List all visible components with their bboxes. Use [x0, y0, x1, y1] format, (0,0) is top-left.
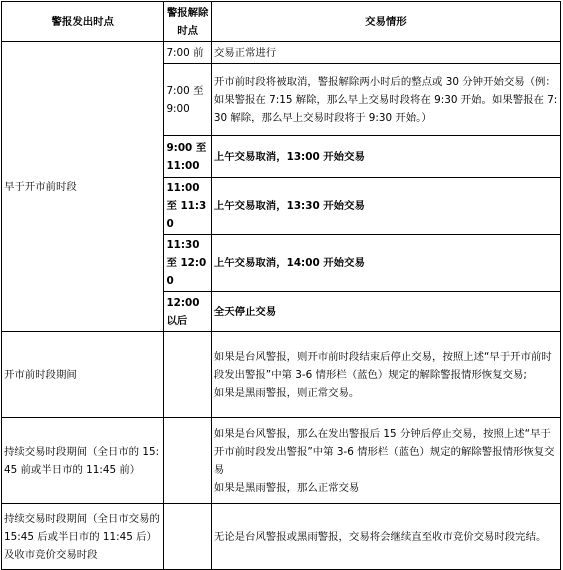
- situation-cell: [211, 332, 560, 418]
- situation-cell: 上午交易取消，13:00 开始交易: [211, 136, 560, 178]
- group-label-continuous-trading-before: 持续交易时段期间（全日市的 15:45 前或半日市的 11:45 前）: [2, 418, 164, 504]
- header-row: [2, 2, 561, 42]
- header-trading-situation: 交易情形: [211, 2, 560, 42]
- group-label-continuous-trading-after: 持续交易时段期间（全日市交易的 15:45 后或半日市的 11:45 后）及收市竞价交易时段: [2, 504, 164, 570]
- lowered-time-cell: 11:30 至 12:00: [164, 235, 211, 292]
- group-label-before-pre-open: 早于开市前时段: [2, 42, 164, 332]
- header-signal-issued-time: 警报发出时点: [2, 2, 164, 42]
- typhoon-trading-rules-table: [1, 1, 561, 570]
- table-row: [2, 504, 561, 570]
- situation-cell: 全天停止交易: [211, 292, 560, 332]
- lowered-time-cell: 11:00 至 11:30: [164, 178, 211, 235]
- lowered-time-cell: 7:00 至 9:00: [164, 64, 211, 136]
- lowered-time-cell: 9:00 至 11:00: [164, 136, 211, 178]
- lowered-time-cell-empty: [164, 504, 211, 570]
- situation-cell: 上午交易取消，13:30 开始交易: [211, 178, 560, 235]
- table-row: [2, 418, 561, 504]
- header-signal-lowered-line1: 警报解除: [166, 6, 209, 19]
- group-label-pre-open-session: 开市前时段期间: [2, 332, 164, 418]
- header-signal-lowered-line2: 时点: [177, 24, 199, 37]
- table-row: [2, 42, 561, 64]
- situation-black-rain-text: 如果是黑雨警报，那么正常交易: [213, 481, 360, 494]
- situation-cell: 交易正常进行: [211, 42, 560, 64]
- header-signal-lowered-time: [164, 2, 211, 42]
- situation-cell: 上午交易取消，14:00 开始交易: [211, 235, 560, 292]
- situation-typhoon-text: 如果是台风警报，则开市前时段结束后停止交易，按照上述“早于开市前时段发出警报”中第 3-6 情形栏（蓝色）规定的解除警报情形恢复交易;: [213, 350, 552, 381]
- situation-cell: 无论是台风警报或黑雨警报，交易将会继续直至收市竞价交易时段完结。: [211, 504, 560, 570]
- lowered-time-cell-empty: [164, 332, 211, 418]
- situation-cell: [211, 418, 560, 504]
- situation-cell: 开市前时段将被取消，警报解除两小时后的整点或 30 分钟开始交易（例：如果警报在 7:15 解除，那么早上交易时段将在 9:30 开始。如果警报在 7:30 解除，那么早上交易时段将于 9:30 开始。）: [211, 64, 560, 136]
- lowered-time-cell: 7:00 前: [164, 42, 211, 64]
- table-row: [2, 332, 561, 418]
- lowered-time-cell-empty: [164, 418, 211, 504]
- situation-black-rain-text: 如果是黑雨警报，则正常交易。: [213, 386, 360, 399]
- lowered-time-cell: 12:00 以后: [164, 292, 211, 332]
- situation-typhoon-text: 如果是台风警报，那么在发出警报后 15 分钟后停止交易，按照上述“早于开市前时段发出警报”中第 3-6 情形栏（蓝色）规定的解除警报情形恢复交易: [213, 427, 555, 476]
